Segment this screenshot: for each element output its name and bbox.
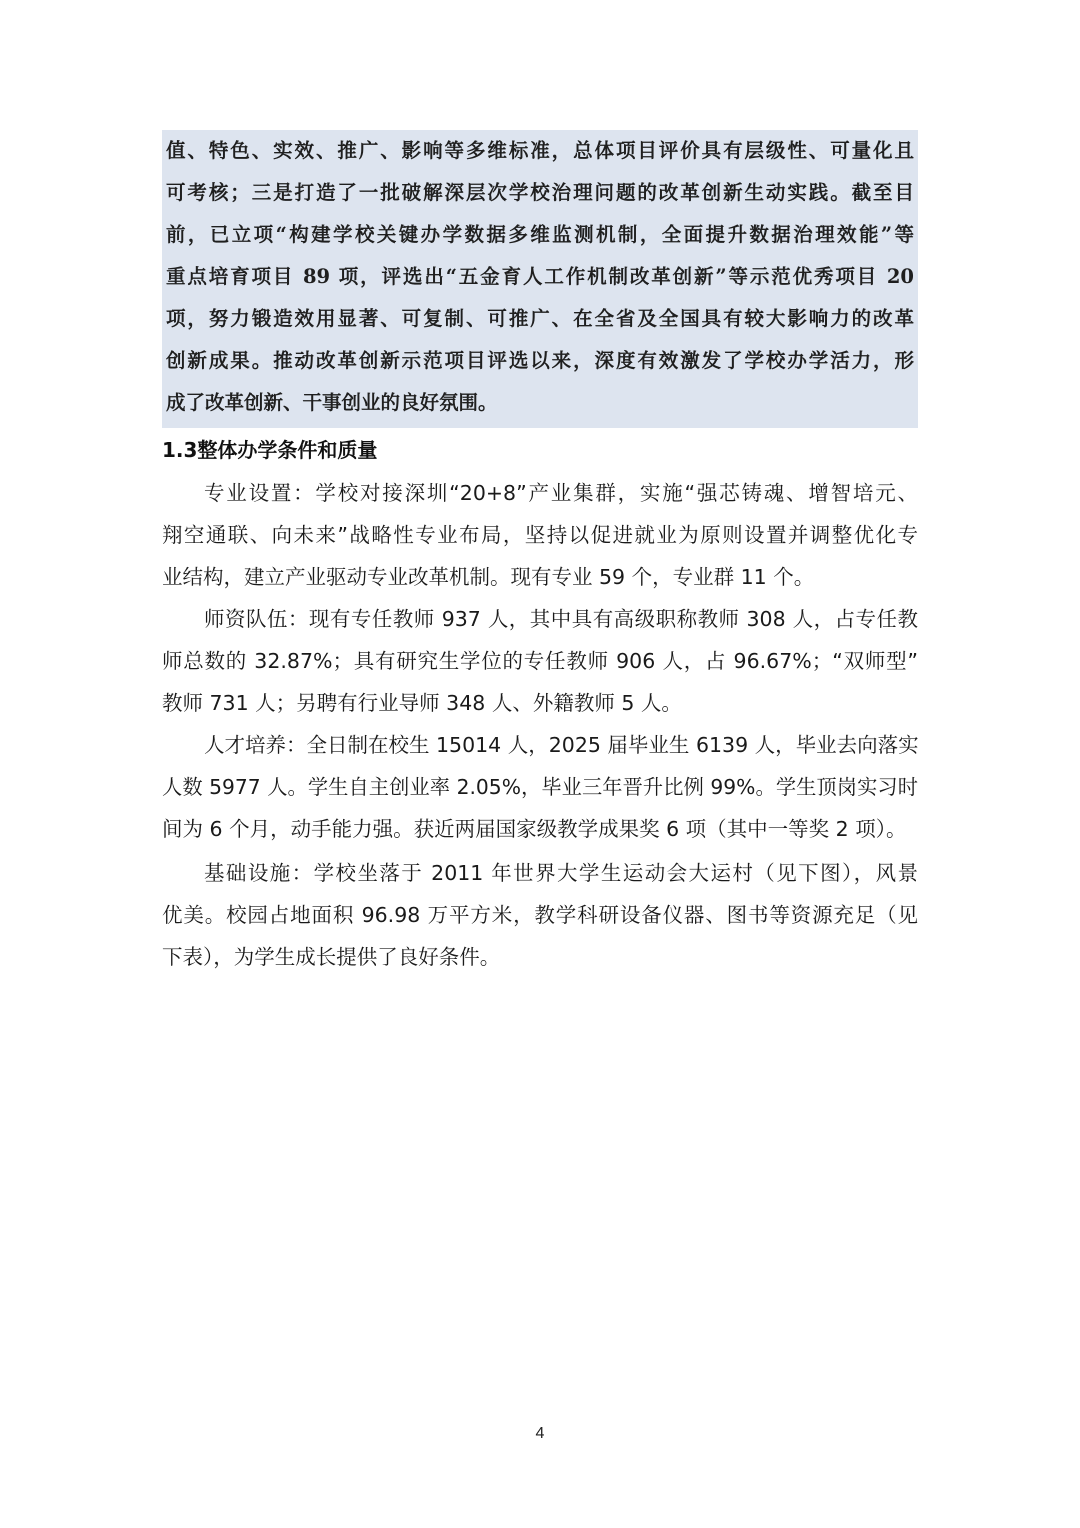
paragraph-line: 项，努力锻造效用显著、可复制、可推广、在全省及全国具有较大影响力的改革 bbox=[166, 307, 914, 330]
paragraph-line: 值、特色、实效、推广、影响等多维标准，总体项目评价具有层级性、可量化且 bbox=[166, 139, 914, 162]
paragraph-line: 业结构，建立产业驱动专业改革机制。现有专业 59 个，专业群 11 个。 bbox=[162, 565, 815, 589]
paragraph-line: 优美。校园占地面积 96.98 万平方米，教学科研设备仪器、图书等资源充足（见 bbox=[162, 903, 918, 927]
paragraph-line: 人才培养：全日制在校生 15014 人，2025 届毕业生 6139 人，毕业去向落实 bbox=[204, 733, 919, 757]
paragraph-line: 专业设置：学校对接深圳“20+8”产业集群，实施“强芯铸魂、增智培元、 bbox=[204, 481, 918, 505]
paragraph-line: 基础设施：学校坐落于 2011 年世界大学生运动会大运村（见下图），风景 bbox=[204, 861, 918, 885]
section-heading: 1.3整体办学条件和质量 bbox=[162, 438, 378, 462]
paragraph-line: 教师 731 人；另聘有行业导师 348 人、外籍教师 5 人。 bbox=[162, 691, 682, 715]
paragraph-line: 重点培育项目 89 项，评选出“五金育人工作机制改革创新”等示范优秀项目 20 bbox=[166, 265, 914, 288]
paragraph-line: 师总数的 32.87%；具有研究生学位的专任教师 906 人，占 96.67%；“双师型” bbox=[162, 649, 918, 673]
paragraph-line: 人数 5977 人。学生自主创业率 2.05%，毕业三年晋升比例 99%。学生顶岗实习时 bbox=[162, 775, 918, 799]
paragraph-line: 下表），为学生成长提供了良好条件。 bbox=[162, 945, 501, 969]
paragraph-line: 成了改革创新、干事创业的良好氛围。 bbox=[166, 391, 498, 414]
highlighted-paragraph bbox=[162, 130, 918, 428]
page-number: 4 bbox=[535, 1425, 545, 1442]
paragraph-line: 翔空通联、向未来”战略性专业布局，坚持以促进就业为原则设置并调整优化专 bbox=[162, 523, 918, 547]
paragraph-line: 间为 6 个月，动手能力强。获近两届国家级教学成果奖 6 项（其中一等奖 2 项）。 bbox=[162, 817, 907, 841]
paragraph-line: 前，已立项“构建学校关键办学数据多维监测机制，全面提升数据治理效能”等 bbox=[166, 223, 914, 246]
paragraph-line: 可考核；三是打造了一批破解深层次学校治理问题的改革创新生动实践。截至目 bbox=[166, 181, 914, 204]
paragraph-line: 师资队伍：现有专任教师 937 人，其中具有高级职称教师 308 人，占专任教 bbox=[204, 607, 918, 631]
paragraph-line: 创新成果。推动改革创新示范项目评选以来，深度有效激发了学校办学活力，形 bbox=[166, 349, 914, 372]
